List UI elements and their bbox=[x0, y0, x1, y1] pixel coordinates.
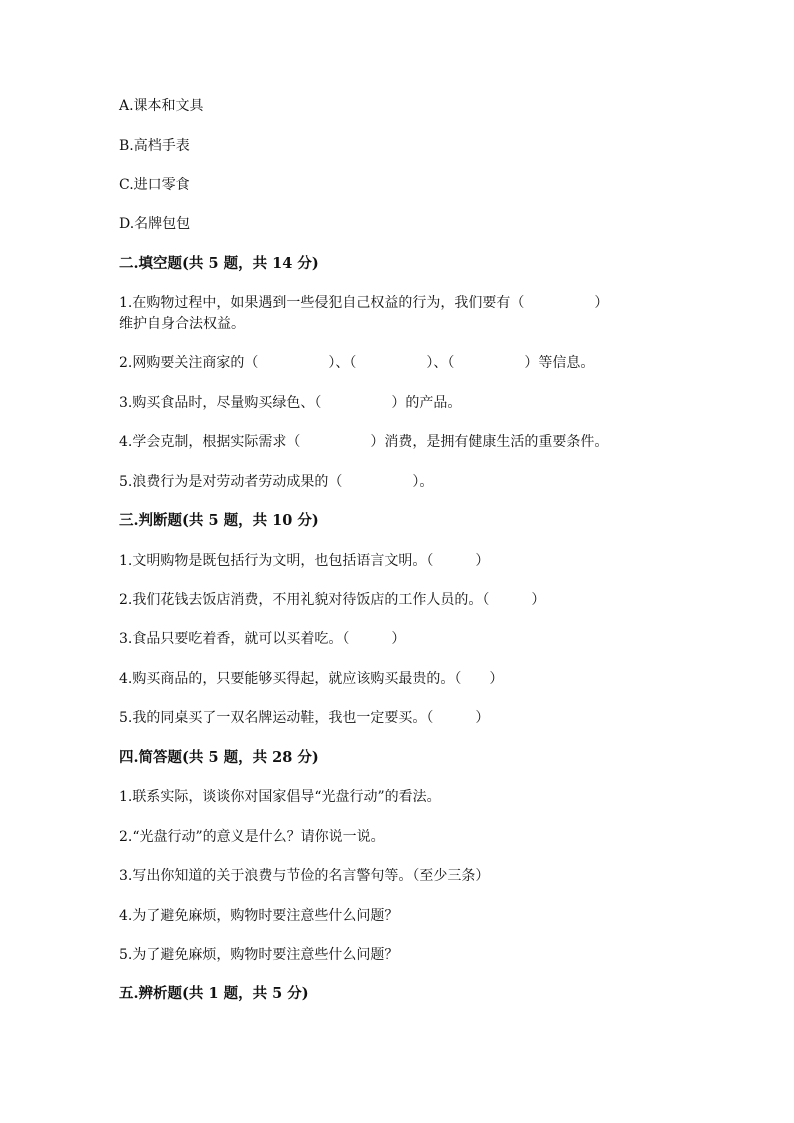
fill-blank-question-1-line-2: 维护自身合法权益。 bbox=[119, 316, 245, 332]
fill-blank-question-3: 3.购买食品时，尽量购买绿色、（ ）的产品。 bbox=[119, 395, 462, 411]
section-short-answer-title: 四.简答题(共 5 题，共 28 分) bbox=[119, 749, 319, 766]
short-answer-question-3: 3.写出你知道的关于浪费与节俭的名言警句等。（至少三条） bbox=[119, 868, 490, 884]
true-false-question-2: 2.我们花钱去饭店消费，不用礼貌对待饭店的工作人员的。（ ） bbox=[119, 592, 546, 608]
true-false-question-4: 4.购买商品的，只要能够买得起，就应该购买最贵的。（ ） bbox=[119, 671, 504, 687]
choice-d: D.名牌包包 bbox=[119, 216, 191, 232]
short-answer-question-5: 5.为了避免麻烦，购物时要注意些什么问题？ bbox=[119, 947, 399, 963]
section-fill-blank-title: 二.填空题(共 5 题，共 14 分) bbox=[119, 255, 319, 272]
section-analysis-title: 五.辨析题(共 1 题，共 5 分) bbox=[119, 985, 309, 1002]
true-false-question-5: 5.我的同桌买了一双名牌运动鞋，我也一定要买。（ ） bbox=[119, 710, 490, 726]
true-false-question-3: 3.食品只要吃着香，就可以买着吃。（ ） bbox=[119, 631, 406, 647]
short-answer-question-1: 1.联系实际，谈谈你对国家倡导“光盘行动”的看法。 bbox=[119, 789, 441, 805]
fill-blank-question-2: 2.网购要关注商家的（ ）、（ ）、（ ）等信息。 bbox=[119, 355, 595, 371]
short-answer-question-2: 2.“光盘行动”的意义是什么？请你说一说。 bbox=[119, 829, 385, 845]
fill-blank-question-4: 4.学会克制，根据实际需求（ ）消费，是拥有健康生活的重要条件。 bbox=[119, 434, 609, 450]
choice-c: C.进口零食 bbox=[119, 177, 190, 193]
fill-blank-question-5: 5.浪费行为是对劳动者劳动成果的（ ）。 bbox=[119, 474, 434, 490]
fill-blank-question-1-line-1: 1.在购物过程中，如果遇到一些侵犯自己权益的行为，我们要有（ ） bbox=[119, 295, 609, 311]
choice-a: A.课本和文具 bbox=[119, 98, 204, 114]
choice-b: B.高档手表 bbox=[119, 138, 190, 154]
section-true-false-title: 三.判断题(共 5 题，共 10 分) bbox=[119, 512, 319, 529]
short-answer-question-4: 4.为了避免麻烦，购物时要注意些什么问题？ bbox=[119, 908, 399, 924]
true-false-question-1: 1.文明购物是既包括行为文明，也包括语言文明。（ ） bbox=[119, 553, 490, 569]
